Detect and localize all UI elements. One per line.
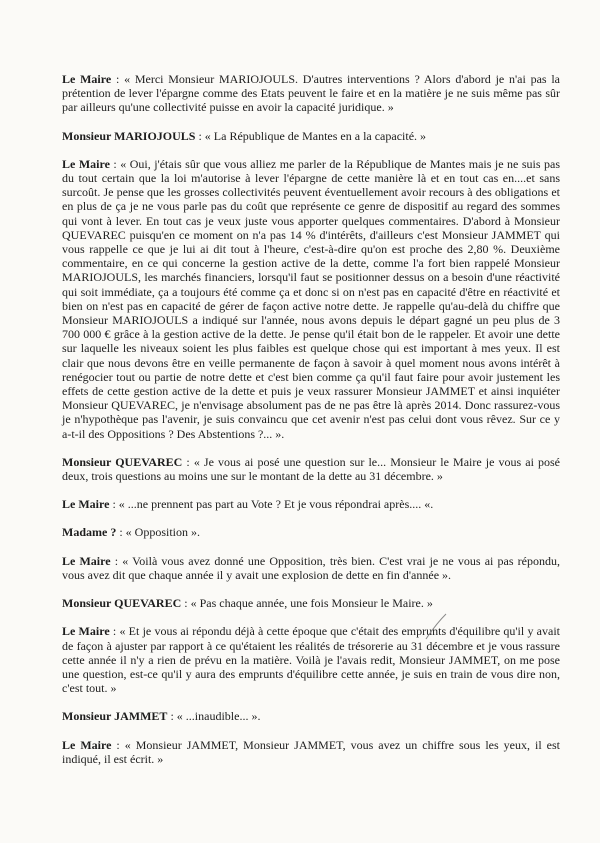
speech-text: : « Monsieur JAMMET, Monsieur JAMMET, vous avez un chiffre sous les yeux, il est indiqué, il est écrit. » [62,737,560,766]
pen-stroke-mark [424,612,448,642]
speech-text: : « Voilà vous avez donné une Opposition, très bien. C'est vrai je ne vous ai pas répondu, vous avez dit que chaque année il y avait une explosion de dette en fin d'année ». [62,553,560,582]
paragraph [62,738,560,766]
speech-text: : « Opposition ». [116,525,200,540]
speech-text: : « ...ne prennent pas part au Vote ? Et je vous répondrai après.... «. [109,497,434,512]
speech-text: : « Et je vous ai répondu déjà à cette époque que c'était des emprunts d'équilibre qu'il y avait de façon à ajuster par rapport à ce qu'étaient les réalités de trésorerie au 31 décembre et je vous rassure cette année il n'y a rien de prévu en la matière. Voilà je l'avais redit, Monsieur JAMMET, on me pose une question, est-ce qu'il y aura des emprunts d'équilibre cette année, je suis en train de vous dire non, c'est tout. » [62,624,560,696]
speech-text: : « Oui, j'étais sûr que vous alliez me parler de la République de Mantes mais je ne suis pas du tout certain que la loi m'autorise à lever l'épargne de cette manière là et en tout cas en....et sans surcoût. Je pense que les grosses collectivités peuvent éventuellement avoir recours à des obligations et en plus de ça je ne vous parle pas du coût que représente ce genre de dispositif au regard des sommes qui vont à lever. En tout cas je veux juste vous apporter quelques commentaires. D'abord à Monsieur QUEVAREC puisqu'en ce moment on n'a pas 14 % d'intérêts, d'ailleurs c'est Monsieur JAMMET qui vous rappelle ce que je lui ai dit tout à l'heure, c'est-à-dire qu'on est proche des 2,80 %. Deuxième commentaire, en ce qui concerne la gestion active de la dette, comme l'a fort bien rappelé Monsieur MARIOJOULS, les marchés financiers, lorsqu'il faut se positionner dessus on a besoin d'une réactivité qui soit immédiate, ça a toujours été comme ça et donc si on n'est pas en capacité d'être en réactivité et bien on n'est pas en capacité de gérer de façon active notre dette. Je rappelle qu'au-delà du chiffre que Monsieur MARIOJOULS a indiqué sur l'année, nous avons depuis le départ gagné un peu plus de 3 700 000 € grâce à la gestion active de la dette. Je pense qu'il était bon de le rappeler. Et avoir une dette sur laquelle les niveaux soient les plus faibles est quelque chose qui est important à mes yeux. Il est clair que nous devons être en veille permanente de façon à savoir à quel moment nous avons intérêt à renégocier tout ou partie de notre dette et c'est bien comme ça qu'il faut faire pour avoir justement les effets de cette gestion active de la dette et puis je veux rassurer Monsieur JAMMET et ainsi inquiéter Monsieur QUEVAREC, je n'envisage absolument pas de ne pas être là après 2014. Donc rassurez-vous je n'hypothèque pas l'avenir, je suis convaincu que cet avenir n'est pas celui dont vous rêvez. Sur ce y a-t-il des Oppositions ? Des Abstentions ?... ». [62,156,560,441]
paragraph [62,129,560,143]
speech-text: : « ...inaudible... ». [167,709,261,724]
paragraph [62,497,560,511]
speaker-name: Le Maire [62,737,112,752]
speaker-name: Le Maire [62,553,111,568]
speaker-name: Monsieur MARIOJOULS [62,128,196,143]
paragraph [62,72,560,115]
speech-text: : « Pas chaque année, une fois Monsieur le Maire. » [181,596,433,611]
paragraph [62,525,560,539]
speech-text: : « La République de Mantes en a la capacité. » [195,128,427,143]
speaker-name: Madame ? [62,525,117,540]
paragraph [62,596,560,610]
speech-text: : « Merci Monsieur MARIOJOULS. D'autres interventions ? Alors d'abord je n'ai pas la prétention de lever l'épargne comme des Etats peuvent le faire et en la matière je ne suis même pas sûr par ailleurs qu'une collectivité puisse en avoir la capacité juridique. » [62,72,560,115]
speaker-name: Monsieur QUEVAREC [62,596,182,611]
speaker-name: Le Maire [62,624,110,639]
paragraph [62,554,560,582]
speaker-name: Le Maire [62,156,110,171]
paragraph [62,709,560,723]
speaker-name: Monsieur JAMMET [62,709,168,724]
speech-text: : « Je vous ai posé une question sur le... Monsieur le Maire je vous ai posé deux, trois questions au moins une sur le montant de la dette au 31 décembre. » [62,454,560,484]
speaker-name: Le Maire [62,72,112,86]
paragraph [62,157,560,441]
paragraph [62,624,560,695]
paragraph [62,455,560,483]
speaker-name: Le Maire [62,497,110,512]
speaker-name: Monsieur QUEVAREC [62,454,183,469]
